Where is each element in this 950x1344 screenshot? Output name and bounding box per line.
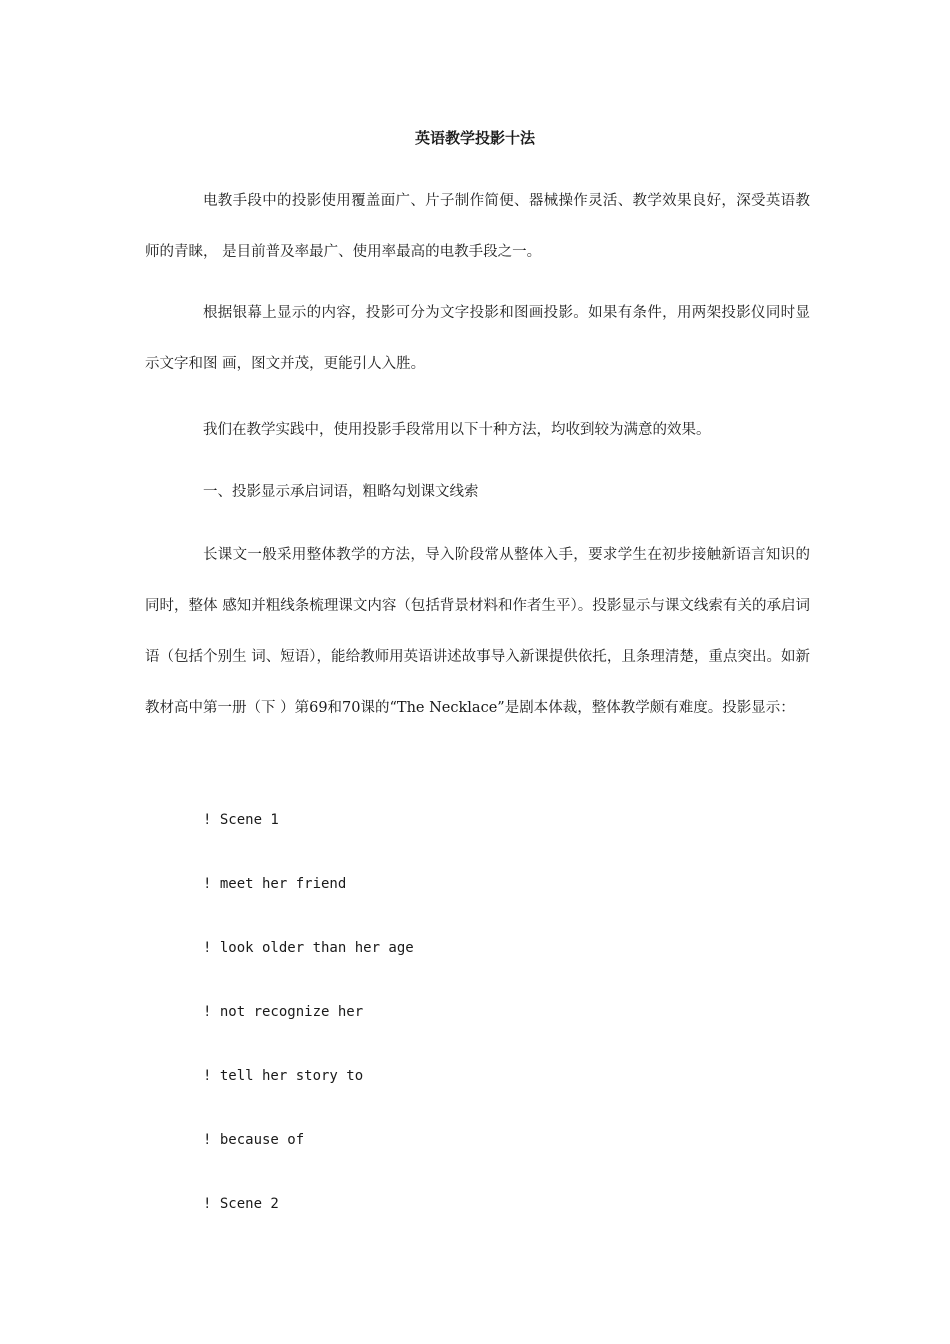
list-item: ! tell her story to	[203, 1068, 364, 1084]
section-heading-1: 一、投影显示承启词语，粗略勾划课文线索	[203, 484, 479, 500]
document-title: 英语教学投影十法	[414, 129, 535, 147]
paragraph-intro: 电教手段中的投影使用覆盖面广、片子制作简便、器械操作灵活、教学效果良好，深受英语教师的青睐， 是目前普及率最广、使用率最高的电教手段之一。	[145, 193, 810, 260]
paragraph-ten-methods: 我们在教学实践中，使用投影手段常用以下十种方法，均收到较为满意的效果。	[203, 422, 711, 438]
list-item: ! Scene 2	[203, 1196, 279, 1212]
list-item: ! because of	[203, 1132, 305, 1148]
list-item: ! Scene 1	[203, 812, 279, 828]
paragraph-long-text-method: 长课文一般采用整体教学的方法，导入阶段常从整体入手，要求学生在初步接触新语言知识的同时，整体 感知并粗线条梳理课文内容（包括背景材料和作者生平）。投影显示与课文线索有关的承启词语（包括个别生 词、短语），能给教师用英语讲述故事导入新课提供依托，且条理清楚，重点突出。如新教材高中第一册（下 ）第69和70课的“The Necklace”是剧本体裁，整体教学颇有难度。投影显示：	[145, 547, 810, 716]
list-item: ! look older than her age	[203, 940, 414, 956]
paragraph-projection-types: 根据银幕上显示的内容，投影可分为文字投影和图画投影。如果有条件，用两架投影仪同时显示文字和图 画，图文并茂，更能引人入胜。	[145, 305, 810, 372]
list-item: ! meet her friend	[203, 876, 347, 892]
list-item: ! not recognize her	[203, 1004, 364, 1020]
